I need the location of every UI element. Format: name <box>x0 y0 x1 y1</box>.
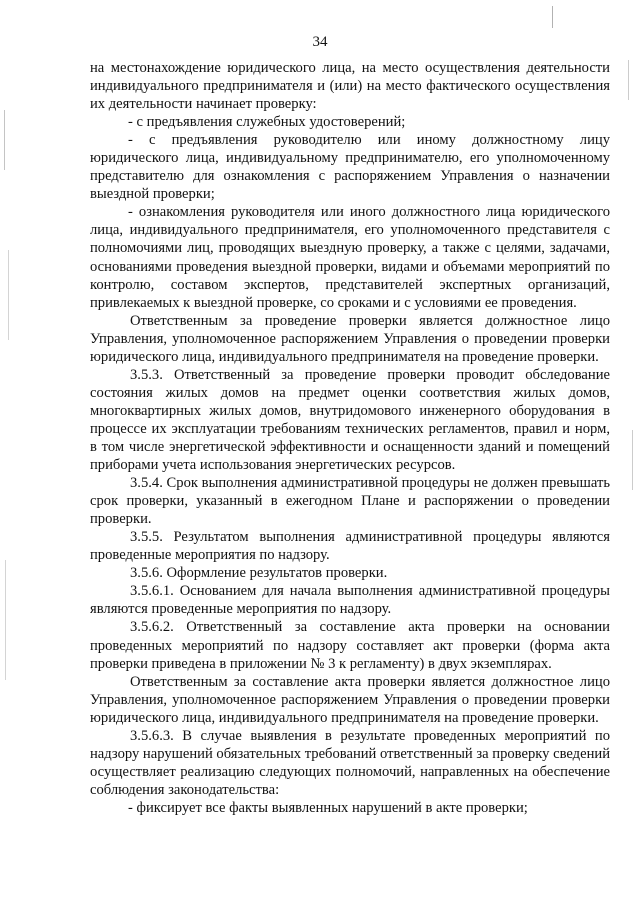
paragraph-bullet-records-violations: - фиксирует все факты выявленных нарушений в акте проверки; <box>128 799 528 816</box>
scan-mark-left-2 <box>8 250 9 340</box>
scan-mark-right-3 <box>632 430 633 490</box>
scan-mark-right-1 <box>552 6 553 28</box>
paragraph-3-5-3: 3.5.3. Ответственный за проведение проверки проводит обследование состояния жилых домов на предмет оценки соответствия жилых домов, многоквартирных жилых домов, внутридомового инженерного оборудования в процессе их эксплуатации требованиям технических регламентов, правил и норм, в том числе энергетической эффективности и оснащенности зданий и помещений приборами учета использования энергетических ресурсов. <box>90 366 610 474</box>
paragraph-3-5-5: 3.5.5. Результатом выполнения административной процедуры являются проведенные мероприятия по надзору. <box>90 529 610 564</box>
paragraph-3-5-6: 3.5.6. Оформление результатов проверки. <box>130 565 388 582</box>
paragraph-3-5-6-2: 3.5.6.2. Ответственный за составление акта проверки на основании проведенных мероприятий по надзору составляет акт проверки (форма акта проверки приведена в приложении № 3 к регламенту) в двух экземплярах. <box>90 619 610 672</box>
paragraph-responsible-person: Ответственным за проведение проверки является должностное лицо Управления, уполномоченное распоряжением Управления о проведении проверки юридического лица, индивидуального предпринимателя на проведение проверки. <box>90 312 610 365</box>
document-body <box>90 59 610 817</box>
paragraph-act-responsible: Ответственным за составление акта проверки является должностное лицо Управления, уполномоченное распоряжением Управления о проведении проверки юридического лица, индивидуального предпринимателя на проведение проверки. <box>90 673 610 726</box>
paragraph-intro: на местонахождение юридического лица, на место осуществления деятельности индивидуального предпринимателя и (или) на место фактического осуществления их деятельности начинает проверку: <box>90 60 610 113</box>
scan-mark-left-3 <box>5 560 6 680</box>
page-number: 34 <box>312 34 328 50</box>
paragraph-bullet-familiarization: - ознакомления руководителя или иного должностного лица юридического лица, индивидуального предпринимателя, его уполномоченного представителя с полномочиями лиц, проводящих выездную проверку, а также с целями, задачами, основаниями проведения выездной проверки, видами и объемами мероприятий по контролю, составом экспертов, представителей экспертных организаций, привлекаемых к выездной проверке, со сроками и с условиями ее проведения. <box>90 204 610 311</box>
paragraph-3-5-6-3: 3.5.6.3. В случае выявления в результате проведенных мероприятий по надзору нарушений обязательных требований ответственный за проверку сведений осуществляет реализацию следующих полномочий, направленных на обеспечение соблюдения законодательства: <box>90 727 610 798</box>
scan-mark-left-1 <box>4 110 5 170</box>
paragraph-bullet-presentation: - с предъявления руководителю или иному должностному лицу юридического лица, индивидуальному предпринимателю, его уполномоченному представителю для ознакомления с распоряжением Управления о назначении выездной проверки; <box>90 132 610 203</box>
paragraph-3-5-6-1: 3.5.6.1. Основанием для начала выполнения административной процедуры являются проведенные мероприятия по надзору. <box>90 583 610 618</box>
paragraph-bullet-credentials: - с предъявления служебных удостоверений; <box>128 114 406 131</box>
paragraph-3-5-4: 3.5.4. Срок выполнения административной процедуры не должен превышать срок проверки, указанный в ежегодном Плане и распоряжении о проведении проверки. <box>90 475 610 528</box>
scan-mark-right-2 <box>628 60 629 100</box>
